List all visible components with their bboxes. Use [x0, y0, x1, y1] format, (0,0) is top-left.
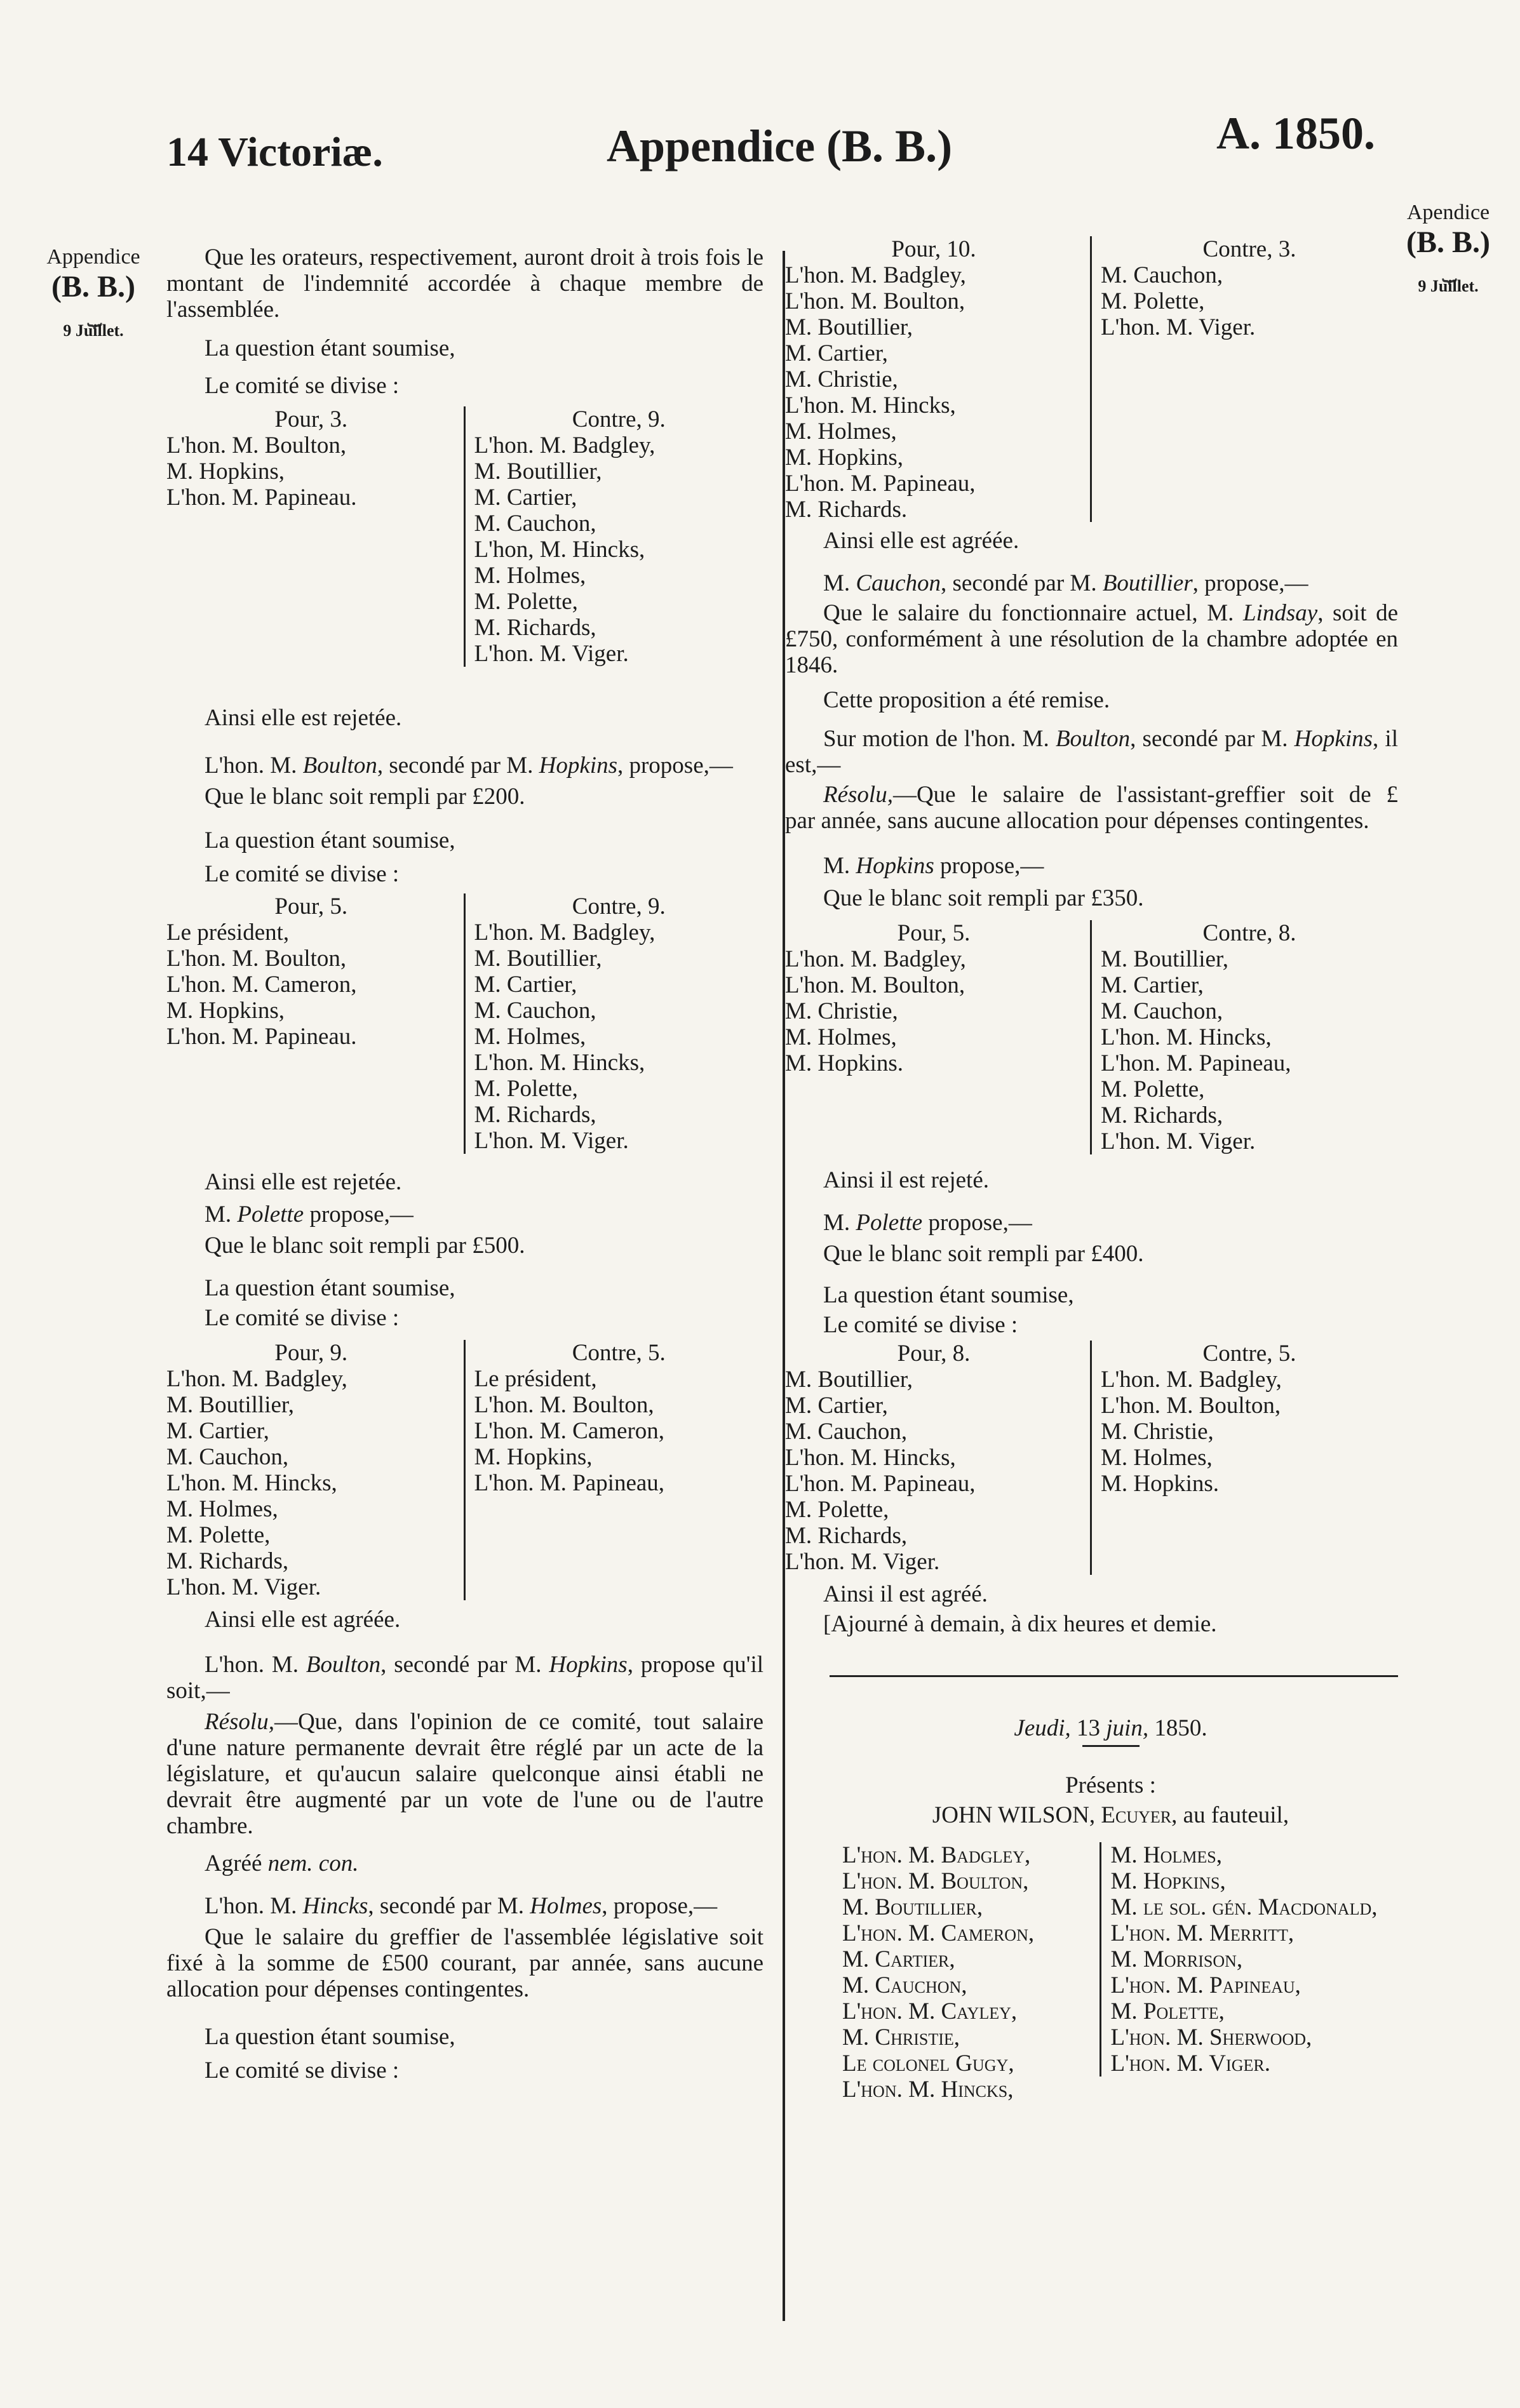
list-item: M. Polette, [166, 1522, 271, 1548]
list-item: M. Cartier, [1101, 972, 1204, 998]
pour-list [166, 406, 464, 667]
list-item: L'hon. M. Boulton, [785, 288, 965, 314]
list-item: L'hon. M. Viger. [474, 1128, 629, 1154]
list-item: L'hon. M. Badgley, [474, 920, 656, 946]
list-item: M. Christie, [842, 2024, 960, 2050]
list-item: M. Hopkins, [474, 1444, 593, 1470]
contre-heading: Contre, 5. [1202, 1341, 1296, 1367]
list-item: M. Cauchon, [785, 1419, 908, 1445]
list-item: M. Holmes, [474, 1024, 586, 1050]
list-item: L'hon. M. Badgley, [474, 432, 656, 458]
pour-list [785, 236, 1090, 523]
adjournment-line: [Ajourné à demain, à dix heures et demie. [823, 1611, 1217, 1637]
list-item: M. Boutillier, [166, 1392, 294, 1418]
list-item: M. Christie, [785, 366, 898, 392]
list-item: M. Richards, [785, 1523, 908, 1549]
pour-list [785, 920, 1090, 1154]
presents-heading: Présents : [1065, 1772, 1156, 1798]
list-item: L'hon. M. Hincks, [1101, 1024, 1272, 1050]
question-line: La question étant soumise, [205, 335, 455, 361]
list-item: M. Morrison, [1110, 1946, 1243, 1972]
list-item: L'hon. M. Viger. [1101, 1128, 1256, 1154]
motion-text: Que le blanc soit rempli par £200. [205, 784, 525, 810]
list-item: L'hon. M. Viger. [1101, 314, 1256, 340]
list-item: M. Hopkins, [166, 458, 285, 485]
list-item: M. Cartier, [785, 340, 888, 366]
list-item: L'hon. M. Badgley, [842, 1842, 1031, 1868]
attendance-list [785, 1842, 1398, 2103]
list-item: M. Polette, [474, 1076, 578, 1102]
contre-list [464, 406, 764, 667]
division-line: Le comité se divise : [205, 861, 400, 887]
brace-ornament: ⏟ [87, 298, 100, 326]
motion-line: M. Cauchon, secondé par M. Boutillier, propose,— [823, 570, 1308, 596]
motion-line: Sur motion de l'hon. M. Boulton, secondé par M. Hopkins, il est,— [785, 726, 1398, 778]
left-column [166, 244, 763, 2084]
list-item: M. Boutillier, [785, 1367, 913, 1393]
division-vote-3 [785, 1341, 1398, 1575]
list-item: M. Cauchon, [474, 998, 596, 1024]
paragraph: Que les orateurs, respectivement, auront droit à trois fois le montant de l'indemnité accordée à chaque membre de l'assemblée. [166, 244, 763, 323]
list-item: L'hon. M. Cayley, [842, 1998, 1018, 2024]
question-line: La question étant soumise, [823, 1282, 1074, 1308]
question-line: La question étant soumise, [205, 827, 455, 853]
pour-heading: Pour, 10. [891, 236, 976, 262]
resolution-text: Résolu,—Que, dans l'opinion de ce comité, tout salaire d'une nature permanente devrait être réglé par un acte de la législature, et qu'aucun salaire quelconque ainsi établi ne devrait être augmenté par un vote de l'une ou de l'autre chambre. [166, 1709, 763, 1839]
list-item: M. Hopkins, [785, 445, 904, 471]
list-item: M. Cauchon, [166, 1444, 289, 1470]
margin-label: Apendice [1406, 201, 1490, 224]
short-rule [1082, 1745, 1140, 1747]
list-item: L'hon. M. Boulton, [785, 972, 965, 998]
list-item: M. Boutillier, [785, 314, 913, 340]
list-item: M. Hopkins. [785, 1050, 904, 1076]
list-item: M. Cauchon, [1101, 262, 1223, 288]
pour-list [166, 1340, 464, 1600]
result-line: Ainsi elle est agréée. [205, 1607, 401, 1633]
list-item: M. Richards, [474, 615, 596, 641]
list-item: M. Cauchon, [474, 511, 596, 537]
list-item: M. Cartier, [785, 1393, 888, 1419]
list-item: M. Boutillier, [474, 458, 602, 485]
list-item: L'hon. M. Viger. [166, 1574, 321, 1600]
list-item: L'hon. M. Badgley, [166, 1366, 347, 1392]
contre-list [1090, 236, 1398, 522]
session-date: Jeudi, 13 juin, 1850. [1014, 1715, 1207, 1741]
list-item: Le président, [474, 1366, 597, 1392]
contre-list [1090, 1341, 1398, 1575]
division-vote-3 [166, 1340, 763, 1600]
result-line: Ainsi elle est rejetée. [205, 705, 402, 731]
running-head-title: Appendice (B. B.) [607, 121, 953, 171]
motion-text: Que le salaire du greffier de l'assemblée législative soit fixé à la somme de £500 courant, par année, sans aucune allocation pour dépenses contingentes. [166, 1924, 763, 2002]
list-item: Le colonel Gugy, [842, 2050, 1014, 2077]
list-item: M. Christie, [785, 998, 898, 1024]
motion-line: M. Polette propose,— [823, 1210, 1032, 1236]
list-item: L'hon. M. Hincks, [785, 1445, 956, 1471]
brace-ornament: ⏟ [1442, 253, 1455, 282]
list-item: L'hon. M. Boulton, [166, 946, 347, 972]
division-vote-1 [166, 406, 763, 667]
running-head-left: 14 Victoriæ. [166, 129, 383, 175]
list-item: L'hon. M. Viger. [474, 641, 629, 667]
list-item: L'hon. M. Viger. [785, 1549, 940, 1575]
list-item: M. Boutillier, [474, 946, 602, 972]
margin-label: Appendice [46, 245, 140, 269]
list-item: M. Holmes, [785, 1024, 897, 1050]
list-item: M. Holmes, [1101, 1445, 1213, 1471]
motion-line: M. Hopkins propose,— [823, 853, 1044, 879]
list-item: L'hon. M. Papineau, [1101, 1050, 1291, 1076]
list-item: M. Boutillier, [1101, 946, 1228, 972]
margin-date: 9 Juillet. [1418, 277, 1479, 295]
margin-section: (B. B.) [1406, 225, 1490, 259]
attendance-left [842, 1842, 1100, 2103]
list-item: M. Holmes, [474, 563, 586, 589]
motion-line: L'hon. M. Hincks, secondé par M. Holmes, propose,— [205, 1893, 718, 1919]
contre-list [1090, 920, 1398, 1154]
division-line: Le comité se divise : [205, 373, 400, 399]
list-item: M. Polette, [474, 589, 578, 615]
list-item: L'hon. M. Hincks, [842, 2077, 1014, 2103]
question-line: La question étant soumise, [205, 1275, 455, 1301]
list-item: L'hon. M. Sherwood, [1110, 2024, 1312, 2050]
list-item: L'hon. M. Boulton, [842, 1868, 1029, 1894]
contre-list [464, 1340, 764, 1600]
resolution-text: Résolu,—Que le salaire de l'assistant-greffier soit de £ par année, sans aucune allocation pour dépenses contingentes. [785, 782, 1439, 834]
list-item: L'hon. M. Badgley, [785, 946, 966, 972]
list-item: M. Richards, [166, 1548, 289, 1574]
right-column [785, 236, 1439, 2103]
list-item: L'hon. M. Viger. [1110, 2050, 1270, 2077]
list-item: M. Holmes, [785, 418, 897, 445]
motion-line: L'hon. M. Boulton, secondé par M. Hopkins, propose,— [205, 752, 733, 779]
list-item: M. le sol. gén. Macdonald, [1110, 1894, 1378, 1920]
pour-list [785, 1341, 1090, 1575]
division-vote-2 [785, 920, 1398, 1154]
list-item: M. Hopkins, [1110, 1868, 1226, 1894]
list-item: M. Holmes, [1110, 1842, 1222, 1868]
list-item: L'hon. M. Papineau. [166, 485, 357, 511]
list-item: M. Cartier, [474, 972, 577, 998]
list-item: M. Richards, [474, 1102, 596, 1128]
division-vote-1 [785, 236, 1398, 523]
list-item: M. Cauchon, [1101, 998, 1223, 1024]
result-line: Ainsi elle est agréée. [823, 528, 1019, 554]
motion-line: M. Polette propose,— [205, 1201, 414, 1227]
list-item: L'hon. M. Hincks, [785, 392, 956, 418]
chair-line: JOHN WILSON, Ecuyer, au fauteuil, [932, 1802, 1289, 1828]
list-item: M. Polette, [1101, 1076, 1205, 1102]
pour-heading: Pour, 8. [897, 1341, 971, 1367]
list-item: L'hon. M. Cameron, [474, 1418, 665, 1444]
agreement-line: Agréé nem. con. [205, 1850, 359, 1876]
motion-text: Que le salaire du fonctionnaire actuel, M. Lindsay, soit de £750, conformément à une résolution de la chambre adoptée en 1846. [785, 600, 1398, 678]
list-item: L'hon. M. Papineau, [785, 471, 976, 497]
question-line: La question étant soumise, [205, 2024, 455, 2050]
contre-heading: Contre, 8. [1202, 920, 1296, 946]
division-line: Le comité se divise : [205, 1305, 400, 1331]
list-item: L'hon. M. Papineau. [166, 1024, 357, 1050]
list-item: M. Polette, [1110, 1998, 1225, 2024]
contre-heading: Contre, 5. [572, 1340, 666, 1366]
list-item: M. Holmes, [166, 1496, 278, 1522]
list-item: M. Cartier, [166, 1418, 269, 1444]
list-item: M. Richards, [1101, 1102, 1223, 1128]
list-item: M. Hopkins, [166, 998, 285, 1024]
list-item: L'hon. M. Hincks, [166, 1470, 337, 1496]
list-item: M. Cauchon, [842, 1972, 967, 1998]
list-item: L'hon. M. Boulton, [474, 1392, 654, 1418]
division-line: Le comité se divise : [205, 2057, 400, 2084]
list-item: Le président, [166, 920, 290, 946]
list-item: L'hon. M. Boulton, [1101, 1393, 1281, 1419]
right-margin-note [1385, 200, 1512, 297]
motion-text: Que le blanc soit rempli par £500. [205, 1233, 525, 1259]
list-item: L'hon. M. Cameron, [842, 1920, 1035, 1946]
list-item: L'hon. M. Hincks, [474, 1050, 645, 1076]
result-line: Ainsi elle est rejetée. [205, 1169, 402, 1195]
division-line: Le comité se divise : [823, 1312, 1018, 1338]
list-item: L'hon. M. Badgley, [1101, 1367, 1282, 1393]
list-item: M. Hopkins. [1101, 1471, 1220, 1497]
list-item: M. Christie, [1101, 1419, 1214, 1445]
margin-section: (B. B.) [51, 270, 135, 304]
list-item: L'hon. M. Papineau, [785, 1471, 976, 1497]
list-item: M. Polette, [1101, 288, 1205, 314]
pour-heading: Pour, 5. [274, 893, 348, 920]
list-item: M. Polette, [785, 1497, 889, 1523]
list-item: L'hon. M. Papineau, [1110, 1972, 1301, 1998]
list-item: M. Boutillier, [842, 1894, 983, 1920]
list-item: M. Richards. [785, 497, 908, 523]
list-item: L'hon. M. Boulton, [166, 432, 347, 458]
attendance-right [1100, 1842, 1398, 2077]
pour-heading: Pour, 9. [274, 1340, 348, 1366]
margin-date: 9 Juillet. [63, 321, 124, 340]
contre-heading: Contre, 3. [1202, 236, 1296, 262]
running-head-year: A. 1850. [1216, 108, 1375, 159]
list-item: L'hon, M. Hincks, [474, 537, 645, 563]
list-item: L'hon. M. Cameron, [166, 972, 357, 998]
status-line: Cette proposition a été remise. [823, 687, 1110, 713]
pour-heading: Pour, 3. [274, 406, 348, 432]
list-item: L'hon. M. Papineau, [474, 1470, 665, 1496]
list-item: M. Cartier, [474, 485, 577, 511]
motion-line: L'hon. M. Boulton, secondé par M. Hopkins, propose qu'il soit,— [166, 1652, 764, 1704]
result-line: Ainsi il est agréé. [823, 1581, 988, 1607]
list-item: M. Cartier, [842, 1946, 955, 1972]
pour-list [166, 893, 464, 1154]
motion-text: Que le blanc soit rempli par £400. [823, 1241, 1144, 1267]
list-item: L'hon. M. Badgley, [785, 262, 966, 288]
motion-text: Que le blanc soit rempli par £350. [823, 885, 1144, 911]
section-rule [830, 1675, 1398, 1677]
left-margin-note [33, 244, 154, 341]
pour-heading: Pour, 5. [897, 920, 971, 946]
list-item: L'hon. M. Merritt, [1110, 1920, 1295, 1946]
division-vote-2 [166, 893, 763, 1154]
contre-heading: Contre, 9. [572, 406, 666, 432]
result-line: Ainsi il est rejeté. [823, 1167, 989, 1193]
contre-list [464, 893, 764, 1154]
contre-heading: Contre, 9. [572, 893, 666, 920]
